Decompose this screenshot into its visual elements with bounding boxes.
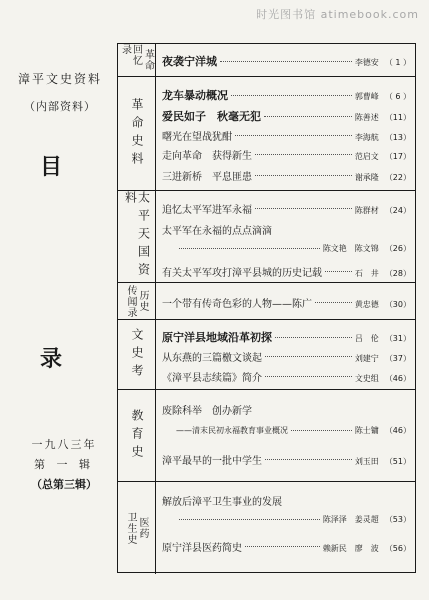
section-label-text: 文史考 — [130, 327, 144, 382]
entry-title: 太平军在永福的点点滴滴 — [162, 226, 272, 237]
dot-leader — [265, 376, 352, 377]
entry-title: 《漳平县志续篇》简介 — [162, 373, 262, 384]
entry-author: 文史组 — [354, 374, 379, 383]
dot-leader — [265, 459, 352, 460]
entry-title: 曙光在望战犹酣 — [162, 132, 232, 143]
toc-entry[interactable] — [162, 452, 411, 467]
section-label-text: 历史 — [137, 290, 148, 312]
toc-entry[interactable] — [162, 222, 411, 237]
section-label — [118, 77, 156, 190]
entry-author: 赖新民 廖 波 — [322, 544, 379, 553]
toc-entry[interactable] — [162, 329, 411, 345]
entry-page: （22） — [384, 173, 411, 182]
dot-leader — [265, 356, 352, 357]
dot-leader — [291, 430, 352, 431]
toc-section — [118, 320, 415, 390]
entry-author: 刘玉田 — [354, 457, 379, 466]
entry-author: 谢承隆 — [354, 173, 379, 182]
section-label — [118, 191, 156, 282]
entry-page: （31） — [384, 334, 411, 343]
toc-entry[interactable] — [176, 514, 411, 525]
dot-leader — [275, 337, 352, 338]
entry-author: 陈文艳 陈文锦 — [322, 244, 379, 253]
entry-page: （46） — [384, 374, 411, 383]
entry-author: 陈善述 — [354, 113, 379, 122]
contents-char-mu: 目 — [40, 155, 63, 180]
issue-number: 第 一 辑 — [34, 458, 94, 471]
dot-leader — [245, 546, 320, 547]
entry-page: （11） — [384, 113, 411, 122]
toc-entry[interactable] — [162, 349, 411, 364]
toc-entry[interactable] — [162, 264, 411, 279]
toc-entry[interactable] — [162, 295, 411, 310]
entry-title: 原宁洋县地域沿革初探 — [162, 331, 272, 344]
entry-page: （26） — [384, 244, 411, 253]
entry-author: 李海航 — [354, 133, 379, 142]
entry-page: （ 6 ） — [384, 92, 411, 101]
entry-page: （51） — [384, 457, 411, 466]
section-label — [118, 390, 156, 481]
entry-title: 废除科举 创办新学 — [162, 406, 252, 417]
dot-leader — [325, 271, 352, 272]
entry-page: （17） — [384, 152, 411, 161]
dot-leader — [255, 175, 352, 176]
toc-entry[interactable] — [162, 108, 411, 124]
section-label-text: 传闻录 — [125, 284, 136, 318]
section-label-text: 革命 — [142, 49, 154, 71]
entry-title: 爱民如子 秋毫无犯 — [162, 110, 261, 123]
entry-author: 黄忠德 — [354, 300, 379, 309]
cover-column — [0, 0, 118, 600]
entry-author: 李德安 — [354, 58, 379, 67]
entry-title: 夜袭宁洋城 — [162, 55, 217, 68]
entry-title: ——清末民初永福教育事业概况 — [176, 426, 288, 435]
entry-author: 刘建宁 — [354, 354, 379, 363]
toc-section — [118, 390, 415, 482]
entry-author: 郭曹峰 — [354, 92, 379, 101]
section-label-text: 革命史料 — [130, 97, 144, 170]
toc-entry[interactable] — [162, 539, 411, 554]
toc-entry[interactable] — [162, 493, 411, 508]
entry-title: 追忆太平军进军永福 — [162, 205, 252, 216]
section-label — [118, 482, 156, 574]
entry-page: （13） — [384, 133, 411, 142]
section-label — [118, 283, 156, 319]
dot-leader — [231, 95, 352, 96]
toc-section — [118, 191, 415, 283]
section-label-text: 卫生史 — [125, 511, 136, 545]
entry-page: （53） — [384, 515, 411, 524]
toc-entry[interactable] — [162, 402, 411, 417]
entry-title: 走向革命 获得新生 — [162, 151, 252, 162]
internal-note: （内部资料） — [24, 100, 96, 113]
dot-leader — [255, 208, 352, 209]
entry-title: 从东燕的三篇檄文谈起 — [162, 353, 262, 364]
entry-author: 陈士镛 — [354, 426, 379, 435]
toc-entry[interactable] — [162, 147, 411, 162]
toc-section — [118, 44, 415, 77]
entry-title: 漳平最早的一批中学生 — [162, 456, 262, 467]
entry-author: 陈群材 — [354, 206, 379, 215]
dot-leader — [220, 61, 352, 62]
entry-title: 一个带有传奇色彩的人物——陈广 — [162, 299, 312, 310]
toc-entry[interactable] — [176, 243, 411, 254]
entry-page: （ 1 ） — [384, 58, 411, 67]
entry-title: 解放后漳平卫生事业的发展 — [162, 497, 282, 508]
entry-page: （37） — [384, 354, 411, 363]
toc-entry[interactable] — [162, 168, 411, 183]
toc-entry[interactable] — [176, 425, 411, 436]
dot-leader — [179, 519, 320, 520]
section-label-text: 太平天国资料 — [123, 191, 151, 281]
entry-author: 范启文 — [354, 152, 379, 161]
entry-title: 有关太平军攻打漳平县城的历史记载 — [162, 268, 322, 279]
entry-page: （56） — [384, 544, 411, 553]
section-label-text: 回忆录 — [119, 44, 142, 66]
contents-table — [117, 43, 416, 573]
issue-year: 一九八三年 — [31, 438, 97, 451]
section-label — [118, 320, 156, 389]
toc-entry[interactable] — [162, 87, 411, 103]
entry-author: 陈泽泽 姜灵超 — [322, 515, 379, 524]
toc-entry[interactable] — [162, 369, 411, 384]
toc-section — [118, 283, 415, 320]
entry-author: 吕 伦 — [354, 334, 379, 343]
dot-leader — [235, 135, 352, 136]
dot-leader — [179, 248, 320, 249]
toc-section — [118, 77, 415, 191]
entry-title: 三进新桥 平息匪患 — [162, 172, 252, 183]
entry-title: 龙车暴动概况 — [162, 89, 228, 102]
entry-author: 石 井 — [354, 269, 379, 278]
entry-page: （28） — [384, 269, 411, 278]
dot-leader — [255, 154, 352, 155]
entry-page: （24） — [384, 206, 411, 215]
series-title: 漳平文史资料 — [17, 72, 102, 86]
entry-page: （30） — [384, 300, 411, 309]
watermark: 时光图书馆 atimebook.com — [256, 8, 419, 21]
dot-leader — [315, 302, 352, 303]
entry-page: （46） — [384, 426, 411, 435]
toc-section — [118, 482, 415, 574]
section-label-text: 医药 — [137, 517, 148, 539]
dot-leader — [264, 116, 352, 117]
toc-entry[interactable] — [162, 201, 411, 216]
section-label-text: 教育史 — [130, 408, 144, 463]
toc-entry[interactable] — [162, 128, 411, 143]
entry-title: 原宁洋县医药简史 — [162, 543, 242, 554]
total-issue: （总第三辑） — [31, 478, 97, 491]
section-label — [118, 44, 156, 76]
toc-entry[interactable] — [162, 53, 411, 69]
contents-char-lu: 录 — [40, 347, 63, 372]
